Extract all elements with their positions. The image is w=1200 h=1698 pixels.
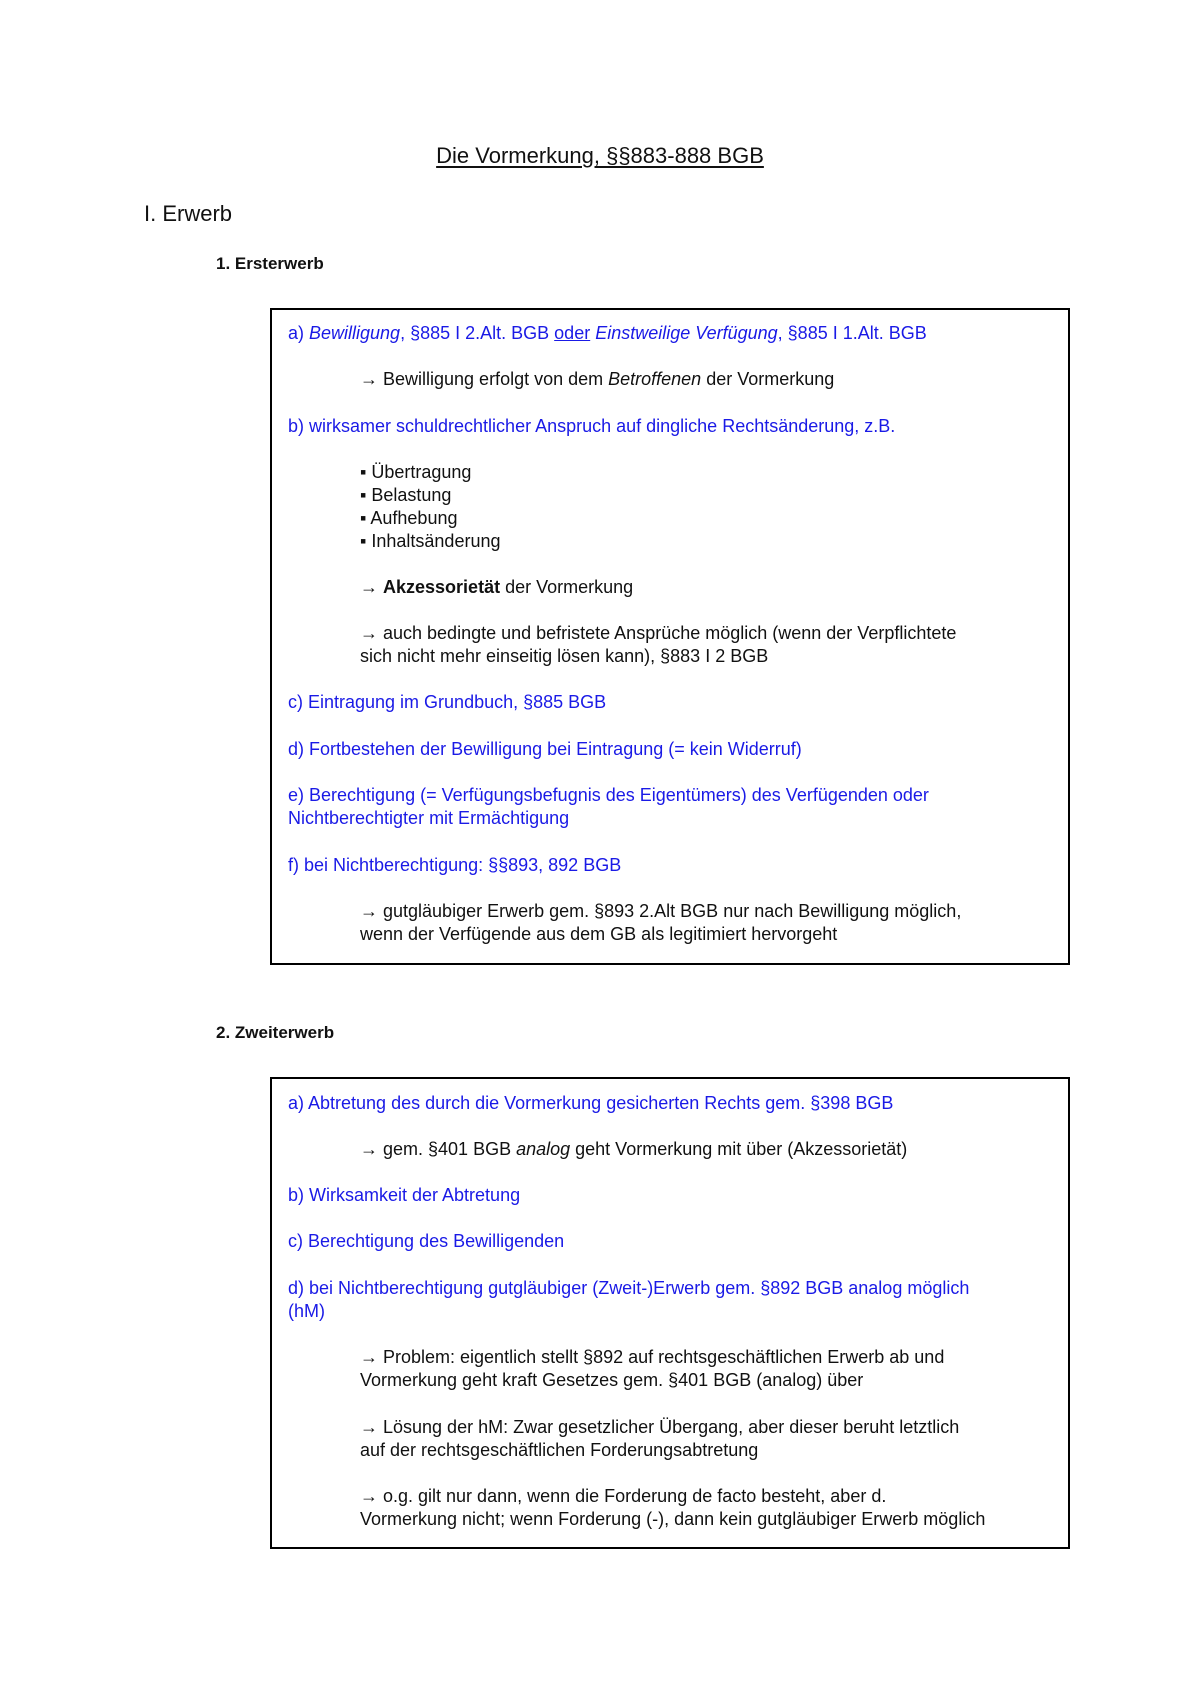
text-fragment: → [360,577,384,597]
bullet-item: ▪ Aufhebung [360,508,458,528]
ersterwerb-item-a [288,322,927,345]
f-note-line1: → gutgläubiger Erwerb gem. §893 2.Alt BGB nur nach Bewilligung möglich, [360,901,962,921]
text-fragment: → gem. §401 BGB [360,1139,517,1159]
akzessorietaet-note [360,576,633,599]
einstweilige-verfuegung-term: Einstweilige Verfügung [595,323,778,343]
ersterwerb-item-f: f) bei Nichtberechtigung: §§893, 892 BGB [288,855,622,875]
loesung-note-line1: → Lösung der hM: Zwar gesetzlicher Übergang, aber dieser beruht letztlich [360,1417,960,1437]
section-heading: I. Erwerb [144,201,233,226]
zweiterwerb-note-a [360,1138,907,1161]
text-fragment: , §885 I 2.Alt. BGB [400,323,555,343]
zweiterwerb-item-b: b) Wirksamkeit der Abtretung [288,1185,521,1205]
text-fragment: der Vormerkung [500,577,634,597]
zweiterwerb-item-a: a) Abtretung des durch die Vormerkung gesicherten Rechts gem. §398 BGB [288,1093,894,1113]
ersterwerb-item-d: d) Fortbestehen der Bewilligung bei Eintragung (= kein Widerruf) [288,739,802,759]
text-fragment: geht Vormerkung mit über (Akzessorietät) [570,1139,908,1159]
analog-term: analog [516,1139,571,1159]
text-fragment: , §885 I 1.Alt. BGB [777,323,927,343]
text-fragment: der Vormerkung [701,369,835,389]
ersterwerb-box [270,308,1070,965]
og-note-line1: → o.g. gilt nur dann, wenn die Forderung de facto besteht, aber d. [360,1486,887,1506]
ersterwerb-item-c: c) Eintragung im Grundbuch, §885 BGB [288,692,607,712]
text-fragment: → Bewilligung erfolgt von dem [360,369,609,389]
bedingt-note-line1: → auch bedingte und befristete Ansprüche möglich (wenn der Verpflichtete [360,623,957,643]
bedingt-note-line2: sich nicht mehr einseitig lösen kann), §883 I 2 BGB [360,646,769,666]
zweiterwerb-item-c: c) Berechtigung des Bewilligenden [288,1231,565,1251]
f-note-line2: wenn der Verfügende aus dem GB als legitimiert hervorgeht [360,924,838,944]
ersterwerb-item-e-line1: e) Berechtigung (= Verfügungsbefugnis des Eigentümers) des Verfügenden oder [288,785,929,805]
zweiterwerb-box [270,1077,1070,1549]
ersterwerb-note-a [360,368,834,391]
betroffenen-term: Betroffenen [608,369,702,389]
problem-note-line1: → Problem: eigentlich stellt §892 auf rechtsgeschäftlichen Erwerb ab und [360,1347,945,1367]
ersterwerb-item-e-line2: Nichtberechtigter mit Ermächtigung [288,808,570,828]
oder-term: oder [554,323,591,343]
loesung-note-line2: auf der rechtsgeschäftlichen Forderungsabtretung [360,1440,759,1460]
ersterwerb-item-b: b) wirksamer schuldrechtlicher Anspruch auf dingliche Rechtsänderung, z.B. [288,416,896,436]
zweiterwerb-item-d-line1: d) bei Nichtberechtigung gutgläubiger (Zweit-)Erwerb gem. §892 BGB analog möglich [288,1278,970,1298]
bullet-item: ▪ Inhaltsänderung [360,531,501,551]
bewilligung-term: Bewilligung [309,323,401,343]
bullet-item: ▪ Belastung [360,485,452,505]
problem-note-line2: Vormerkung geht kraft Gesetzes gem. §401 BGB (analog) über [360,1370,864,1390]
page-title: Die Vormerkung, §§883-888 BGB [436,143,764,168]
subsection-heading-ersterwerb: 1. Ersterwerb [216,254,324,273]
og-note-line2: Vormerkung nicht; wenn Forderung (-), dann kein gutgläubiger Erwerb möglich [360,1509,986,1529]
zweiterwerb-item-d-line2: (hM) [288,1301,325,1321]
subsection-heading-zweiterwerb: 2. Zweiterwerb [216,1023,335,1042]
text-fragment: a) [288,323,310,343]
bullet-item: ▪ Übertragung [360,462,472,482]
akzessorietaet-term: Akzessorietät [383,577,501,597]
